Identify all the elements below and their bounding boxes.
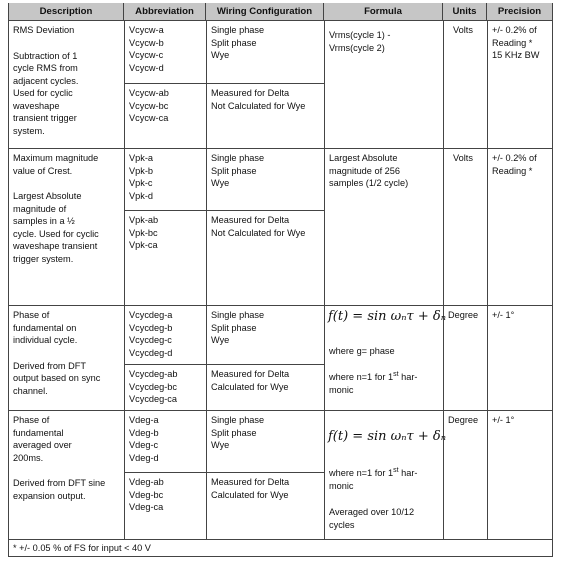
header-abbreviation: Abbreviation (124, 3, 206, 20)
row-4-formula-average: Averaged over 10/12 cycles (329, 507, 415, 530)
subrow-divider (124, 364, 324, 365)
row-4-formula-harmonic (329, 467, 417, 492)
row-1-precision: +/- 0.2% of Reading * 15 KHz BW (492, 25, 540, 60)
row-1-abbrev-phase: Vcycw-a Vcycw-b Vcycw-c Vcycw-d (129, 25, 164, 73)
row-4-harmonic-tail: har- (398, 468, 418, 478)
header-precision: Precision (487, 3, 552, 20)
header-rule (8, 20, 553, 21)
row-1-formula: Vrms(cycle 1) - Vrms(cycle 2) (329, 30, 391, 53)
row-4-wiring-phase: Single phase Split phase Wye (211, 415, 265, 450)
row-3-desc-title: Phase of fundamental on individual cycle. (13, 310, 78, 345)
row-2-desc-detail: Largest Absolute magnitude of samples in a ½ cycle. Used for cyclic waveshape transient trigger system. (13, 191, 99, 264)
row-4-harmonic-end: monic (329, 480, 354, 491)
table-row-3-description (13, 309, 123, 397)
col-divider (443, 20, 444, 539)
row-1-desc-detail: Subtraction of 1 cycle RMS from adjacent cycles. Used for cyclic waveshape transient trigger system. (13, 50, 79, 136)
row-divider (8, 148, 553, 149)
table-border-left (8, 3, 9, 557)
row-3-harmonic-sup: st (393, 370, 399, 378)
row-divider (8, 539, 553, 540)
row-4-desc-detail: Derived from DFT sine expansion output. (13, 478, 106, 501)
row-3-harmonic-tail: har- (398, 372, 418, 382)
row-4-desc-title: Phase of fundamental averaged over 200ms. (13, 415, 72, 463)
row-2-formula: Largest Absolute magnitude of 256 samples (1/2 cycle) (329, 153, 409, 188)
row-3-abbrev-phase: Vcycdeg-a Vcycdeg-b Vcycdeg-c Vcycdeg-d (129, 310, 173, 358)
row-2-wiring-phase: Single phase Split phase Wye (211, 153, 265, 188)
row-4-abbrev-line: Vdeg-ab Vdeg-bc Vdeg-ca (129, 477, 164, 512)
row-3-formula-note: where g= phase (329, 346, 395, 356)
col-divider (487, 20, 488, 539)
subrow-divider (124, 83, 324, 84)
row-3-formula-math: f(t) = sin ωₙτ + δₙ (328, 309, 446, 324)
header-formula: Formula (324, 3, 443, 20)
row-2-wiring-line: Measured for Delta Not Calculated for Wye (211, 215, 306, 238)
row-4-precision: +/- 1° (492, 415, 515, 425)
row-4-harmonic-text: where n=1 for 1 (329, 468, 394, 478)
row-2-precision: +/- 0.2% of Reading * (492, 153, 537, 176)
row-3-formula-harmonic (329, 371, 417, 396)
footnote: * +/- 0.05 % of FS for input < 40 V (13, 543, 151, 553)
subrow-divider (124, 472, 324, 473)
row-3-abbrev-line: Vcycdeg-ab Vcycdeg-bc Vcycdeg-ca (129, 369, 178, 404)
header-units: Units (443, 3, 487, 20)
spec-table (8, 3, 553, 557)
row-2-units: Volts (453, 153, 473, 163)
row-divider (8, 410, 553, 411)
row-1-wiring-line: Measured for Delta Not Calculated for Wye (211, 88, 306, 111)
col-divider (206, 20, 207, 539)
row-4-harmonic-sup: st (393, 466, 399, 474)
row-4-abbrev-phase: Vdeg-a Vdeg-b Vdeg-c Vdeg-d (129, 415, 159, 463)
row-1-abbrev-line: Vcycw-ab Vcycw-bc Vcycw-ca (129, 88, 169, 123)
table-border-bottom (8, 556, 553, 557)
table-row-1-description (13, 24, 123, 137)
row-2-abbrev-phase: Vpk-a Vpk-b Vpk-c Vpk-d (129, 153, 154, 201)
table-row-2-description (13, 152, 123, 265)
row-4-wiring-line: Measured for Delta Calculated for Wye (211, 477, 290, 500)
subrow-divider (124, 210, 324, 211)
col-divider (124, 20, 125, 539)
row-1-wiring-phase: Single phase Split phase Wye (211, 25, 265, 60)
header-wiring: Wiring Configuration (206, 3, 324, 20)
table-row-4-description (13, 414, 123, 502)
row-divider (8, 305, 553, 306)
row-1-desc-title: RMS Deviation (13, 25, 75, 35)
row-3-wiring-line: Measured for Delta Calculated for Wye (211, 369, 290, 392)
row-3-desc-detail: Derived from DFT output based on sync channel. (13, 360, 101, 396)
row-1-units: Volts (453, 25, 473, 35)
row-3-precision: +/- 1° (492, 310, 515, 320)
row-3-harmonic-end: monic (329, 384, 354, 395)
row-3-units: Degree (448, 310, 479, 320)
row-3-harmonic-text: where n=1 for 1 (329, 372, 394, 382)
table-border-right (552, 3, 553, 557)
row-2-abbrev-line: Vpk-ab Vpk-bc Vpk-ca (129, 215, 159, 250)
row-3-wiring-phase: Single phase Split phase Wye (211, 310, 265, 345)
row-2-desc-title: Maximum magnitude value of Crest. (13, 153, 99, 176)
row-4-formula-math: f(t) = sin ωₙτ + δₙ (328, 429, 446, 444)
row-4-units: Degree (448, 415, 479, 425)
header-description: Description (9, 3, 124, 20)
col-divider (324, 20, 325, 539)
